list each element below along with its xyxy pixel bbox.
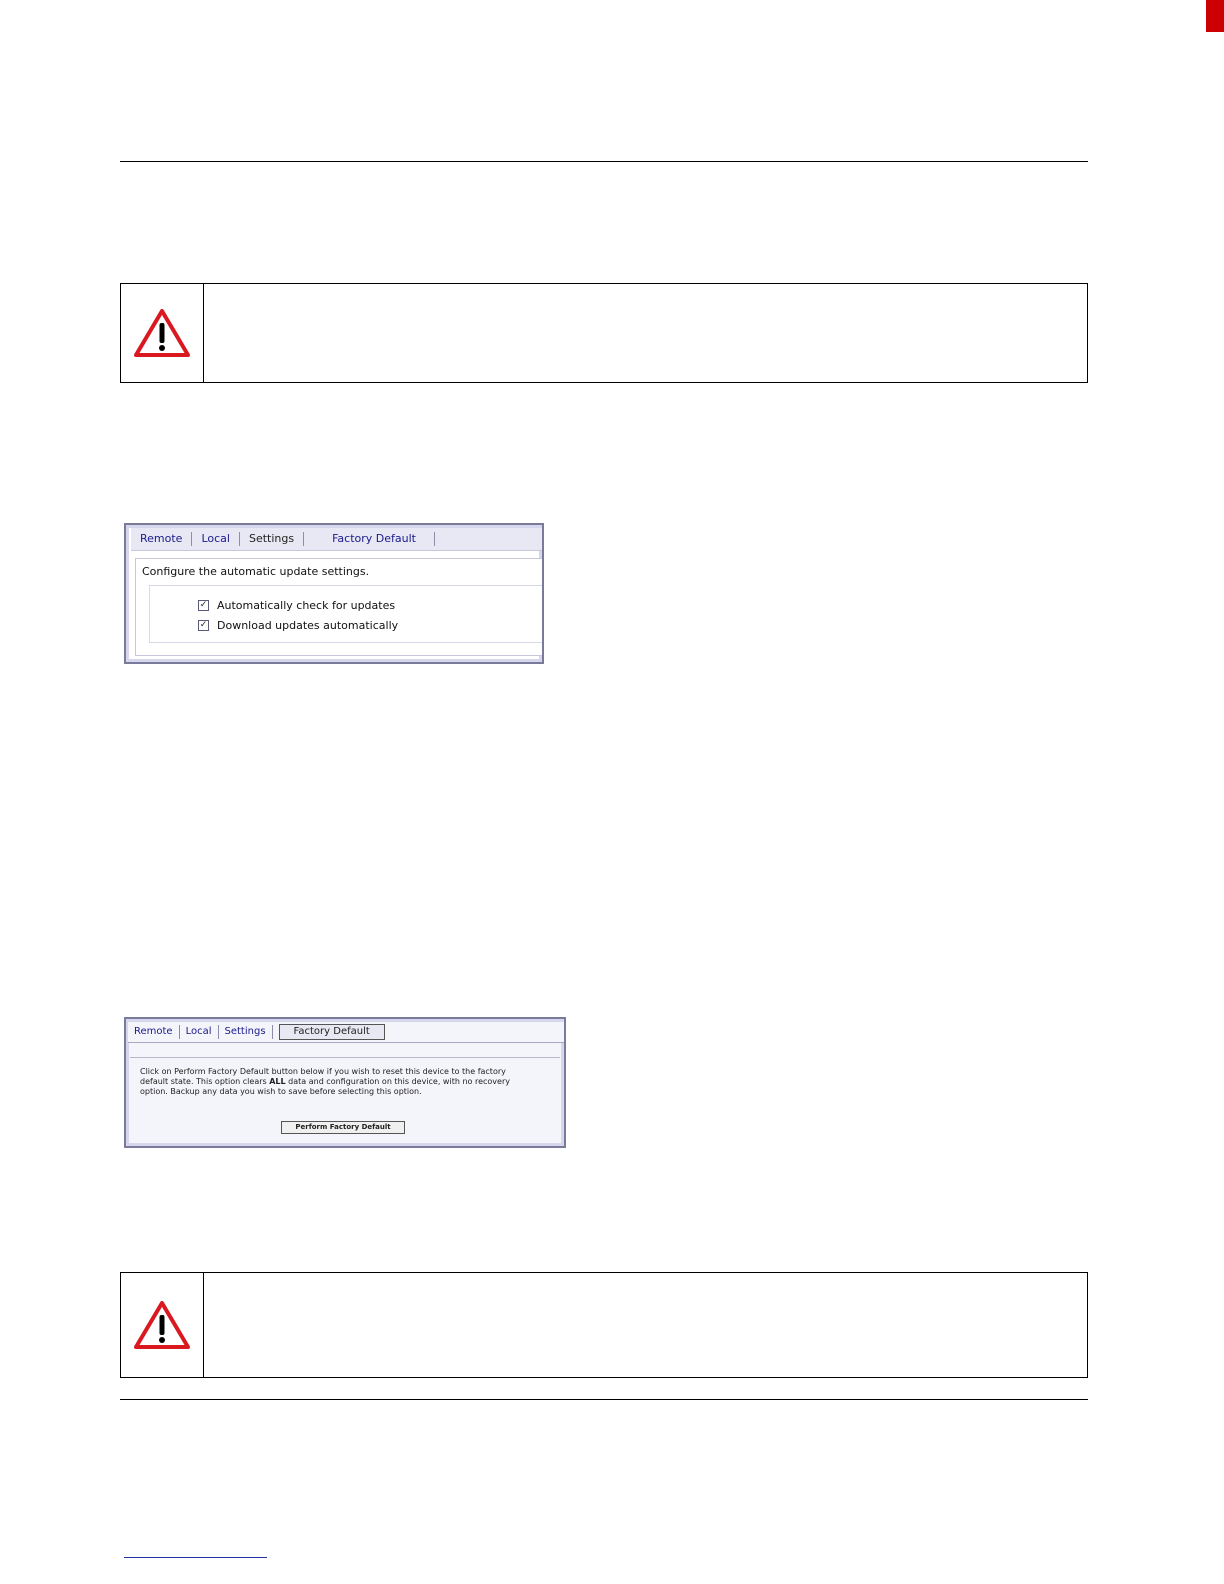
footer-link-underline	[124, 1557, 267, 1558]
tab-settings[interactable]: Settings	[219, 1025, 273, 1039]
auto-download-checkbox[interactable]: ✓	[199, 620, 208, 630]
factory-default-screenshot	[124, 1017, 566, 1148]
tab-settings[interactable]: Settings	[240, 532, 304, 546]
warning-triangle-icon	[133, 307, 191, 359]
tab-bar	[131, 528, 542, 551]
auto-download-label: Download updates automatically	[217, 619, 399, 632]
settings-panel	[135, 558, 542, 656]
warning-triangle-icon	[133, 1299, 191, 1351]
header-rule	[120, 161, 1088, 162]
description-bold: ALL	[269, 1077, 286, 1086]
warning-box	[120, 1272, 1088, 1378]
update-options-group	[149, 585, 542, 643]
tab-local[interactable]: Local	[180, 1025, 219, 1039]
description-part-2: data and configuration on this device, with no recovery option. Backup any data you wish to save before selecting this option.	[140, 1077, 510, 1096]
tab-local[interactable]: Local	[192, 532, 240, 546]
tab-remote[interactable]: Remote	[128, 1025, 180, 1039]
settings-screenshot	[124, 523, 544, 664]
footer-rule	[120, 1399, 1088, 1400]
warning-box	[120, 283, 1088, 383]
tab-remote[interactable]: Remote	[131, 532, 192, 546]
settings-description: Configure the automatic update settings.	[142, 565, 370, 578]
auto-download-row[interactable]	[198, 619, 398, 632]
tab-factory-default[interactable]: Factory Default	[279, 1024, 385, 1040]
auto-check-checkbox[interactable]: ✓	[199, 600, 208, 610]
auto-check-label: Automatically check for updates	[217, 599, 396, 612]
warning-icon-cell	[121, 1273, 204, 1377]
description-part-1: Click on Perform Factory Default button below if you wish to reset this device to the factory default state. This option clears	[140, 1067, 506, 1086]
tab-bar	[128, 1022, 564, 1043]
divider	[130, 1057, 560, 1058]
warning-icon-cell	[121, 284, 204, 382]
auto-check-row[interactable]	[198, 599, 395, 612]
chapter-tab-marker	[1206, 0, 1224, 32]
factory-default-description	[140, 1067, 534, 1097]
tab-factory-default[interactable]: Factory Default	[304, 532, 435, 546]
perform-factory-default-button[interactable]: Perform Factory Default	[281, 1121, 405, 1134]
